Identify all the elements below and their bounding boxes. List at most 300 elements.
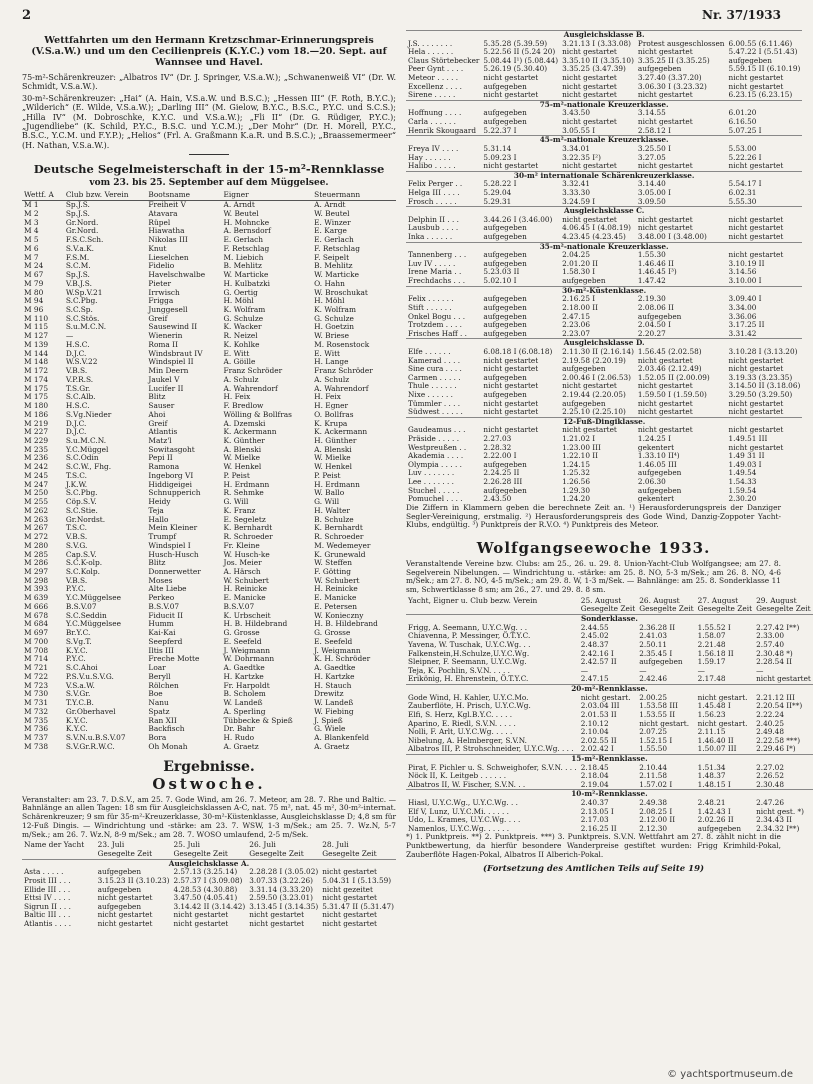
columns [22,30,811,929]
result-time: nicht gestartet [483,364,539,374]
result-time: 2.57.37 I (3.09.08) [173,876,243,885]
table-cell: M 736 [24,724,49,734]
table-cell: Cöp.S.V. [65,497,97,507]
result-time: nicht gestartet [562,117,617,127]
table-cell: Beryll [148,671,171,681]
result-time: 3.27.40 (3.37.20) [637,73,702,83]
table-cell: P. Peist [223,470,250,480]
table-cell: B.S.V.07 [148,601,180,611]
col-sub: Gesegelte Zeit [322,849,377,859]
table-cell: M 236 [24,453,49,463]
table-cell: T.S.Gr. [65,383,91,393]
table-cell: S.C.Stös. [65,313,100,323]
result-time: 2.34.43 II [756,815,793,825]
table-cell: Perkeo [148,593,175,603]
result-time: 3.14.55 [637,108,666,118]
result-time: 1.22.10 II [562,451,599,461]
table-cell: Spatz [148,706,170,716]
table-cell: S.C.Seddin [65,610,107,620]
result-time: nicht gestartet [322,893,377,903]
result-time: 6.01.20 [728,108,757,118]
result-time: 2.36.28 II [639,622,676,632]
result-time: 6.23.15 (6.23.15) [728,90,793,100]
result-time: gekentert [637,442,675,452]
result-time: 5.47.22 I (5.51.43) [728,47,798,57]
table-cell: Gr.Nord. [65,226,99,236]
result-time: nicht gestartet [483,407,539,417]
result-time: 3.10.28 I (3.13.20) [728,346,798,356]
result-time: 2.29.46 I*) [756,744,796,754]
yacht-name: Akademia . . . . [408,451,464,461]
result-time: 3.47.50 (4.05.41) [173,893,238,903]
col-day: 25. Juli [173,840,201,850]
table-cell: H. Stauch [314,680,352,690]
result-time: aufgegeben [483,328,527,338]
table-cell: J. Weigmann [223,645,270,655]
table-cell: Lucifer II [148,383,184,393]
result-time: aufgegeben [483,250,527,260]
table-cell: W. Steffen [314,558,352,568]
result-time: 2.22.00 I [483,451,517,461]
table-cell: K. Bernhardt [223,523,273,533]
table-cell: W. Schubert [223,575,269,585]
yacht-name: Halibo . . . . . [408,161,456,171]
table-cell: W. Marticke [223,270,269,280]
result-time: 3.15.23 II (3.10.23) [97,876,170,885]
result-time: gekentert [637,494,675,504]
yacht-name: Elf V, Lunz, U.Y.C.Mi. . . . . . [408,806,509,816]
ostwoche-results-continued [406,30,802,504]
reg-col-header: Wettf. A [22,191,64,200]
table-cell: T.S.C. [65,470,87,480]
yacht-name: Nibelung, A. Helmberger, S.V.N. [408,735,527,745]
result-time: 2.34.32 I**) [756,823,800,833]
result-time: 5.54.17 I [728,179,762,189]
table-cell: M 80 [24,287,44,297]
table-cell: O. Hahn [314,278,345,288]
result-time: nicht gestartet [728,81,784,91]
wettfahrten-30: 30-m²-Schärenkreuzer: „Hai“ (A. Hain, V.S.a.W. und B.S.C.); „Hessen III“ (F. Roth, B.Y.C.); „Wilderich“ (E. Wilde, V.S.a.W.); „Darling III“ (M. Gielow, B.Y.C., B.S.C., P.Y.C. und S.C.S.); „Hilla IV“ (M. Dobroschke, K.Y.C. und V.S.a.W.); „Fli II“ (Dr. G. Rüdiger, P.Y.C.); „Jugendliebe“ (K. Schild, P.Y.C., B.S.C. und Y.C.M.); „Der Mohr“ (Dr. H. Morell, P.Y.C., B.S.C., Y.C.M. und F.Y.P.); „Helios“ (Frl. A. Graßmann K.a.R. und B.S.C.); „Braassemermeer“ (H. Nathan, V.S.a.W.). [22,93,396,150]
result-time: 2.47.26 [756,798,784,807]
col-name: Name der Yacht [24,840,85,850]
table-cell: K. Urbscheit [223,610,271,620]
table-cell: W. Beutel [223,208,259,218]
yacht-name: Carmen . . . . . [408,372,461,382]
result-time: 5.26.19 (5.30.40) [483,64,548,74]
result-time: nicht gestartet [637,223,693,233]
table-cell: W. Landeß [223,698,263,708]
table-cell: Gr.Oberhavel [65,706,116,716]
yacht-name: Henrik Skougaard [408,125,476,135]
table-cell: M 5 [24,235,39,245]
result-time: 1.55.52 I [697,622,731,632]
result-time: 2.00.46 I (2.06.53) [562,372,632,382]
table-cell: W.S.V.22 [65,357,98,367]
result-time: 5.59.15 II (6.10.19) [728,64,801,74]
table-cell: H. Walter [314,505,350,515]
result-time: 2.19.30 [637,294,666,304]
result-time: 2.49.48 [756,727,784,737]
table-cell: A. Arndt [314,200,346,210]
result-time: 3.34.00 [728,302,757,312]
result-time: nicht gestartet [637,90,693,100]
table-cell: Fr. Harpoldt [223,680,270,690]
result-time: nicht gestartet [728,223,784,233]
result-time: 2.02.55 II [580,735,617,745]
col-sub: Gesegelte Zeit [697,604,753,614]
result-time: nicht gestartet [173,919,229,929]
table-cell: Windsbraut IV [148,348,203,358]
table-cell: Y.C.Müggel [65,444,109,454]
result-time: nicht gestartet [637,161,693,171]
table-cell: Alte Liebe [148,584,187,594]
table-cell: M 722 [24,671,49,681]
table-cell: B.S.V.07 [223,601,255,611]
wolfgangsee-table [406,597,813,834]
table-cell: H. Mohncke [223,217,270,227]
table-cell: M 732 [24,706,49,716]
result-time: 1.24.25 I [637,434,671,444]
yacht-name: Carla . . . . . . [408,117,456,127]
result-time: 2.19.04 [580,779,609,789]
result-time: 3.31.14 (3.33.20) [249,884,313,894]
table-cell: Nikolas III [148,235,188,245]
col-sub: Gesegelte Zeit [639,604,694,614]
result-row [406,162,802,171]
table-cell: K. Krupa [314,418,348,428]
table-cell: M 3 [24,217,39,227]
ostwoche-text: Veranstalter: am 23. 7. D.S.V., am 25. 7. Gode Wind, am 26. 7. Meteor, am 28. 7. Rhe und Baltic. — Bahnlänge an allen Tagen: 18 sm für Ausgleichsklassen A-C, nat. 75 m², nat. 45 m², 30-m²-internat. Schärenkreuzer; 9 sm für 35-m²-Kreuzerklasse, 30-m²-Küstenklasse, Ausgleichsklasse D; 4,8 sm für 12-Fuß Dingis. — Windrichtung und -stärke: am 23. 7. WSW, 1-3 m/Sek.; am 25. 7. Wz.N, 5-7 m/Sek.; am 26. 7. Wz.N, 8-9 m/Sek.; am 28. 7. WOSO umlaufend, 2-5 m/Sek. [22,794,396,839]
result-time: 6.08.18 I (6.08.18) [483,346,553,356]
result-time: 3.14.56 [728,267,757,277]
table-cell: K. Wolfram [314,304,356,314]
result-time: 2.13.05 I [580,806,614,816]
result-time: 2.11.58 [639,771,668,781]
result-time: 6.02.31 [728,187,757,197]
table-cell: P. Peist [314,470,341,480]
yacht-name: Yavena, W. Tuschak, U.Y.C.Wg. . . [408,640,531,650]
yacht-name: Lausbub . . . . [408,223,459,233]
result-time: 2.42.46 [639,674,668,684]
yacht-name: Elfi, S. Herz, Kgl.B.Y.C. . . . . [408,709,513,719]
result-time: 2.49.38 [639,798,668,807]
table-cell: K. H. Schröder [314,654,371,664]
table-cell: S.C.Alb. [65,392,96,402]
result-time: aufgegeben [483,223,527,233]
yacht-name: Elfe . . . . . . [408,346,451,356]
yacht-name: Nixe . . . . . . [408,389,453,399]
class-header: Ausgleichsklasse C. [406,207,802,216]
result-time: 5.08.44 I¹) (5.08.44) [483,55,559,65]
result-time: 3.14.50 II (3.18.06) [728,381,801,391]
table-cell: H. Möhl [314,296,345,306]
table-cell: K. Wacker [223,322,262,332]
result-time: 3.36.06 [728,311,757,321]
result-time: 1.59.17 [697,657,726,667]
result-time: 1.24.20 [562,494,590,504]
table-cell: M 721 [24,663,49,673]
result-time: — [756,665,764,675]
result-time: nicht gestartet [637,214,693,224]
table-cell: M 127 [24,331,49,341]
table-cell: M 6 [24,243,39,253]
table-cell: M 175 [24,383,49,393]
table-cell: M 180 [24,401,49,411]
result-time: nicht gestartet [728,355,784,365]
result-time: 2.47.15 [562,311,590,321]
table-cell: F.S.C.Sch. [65,235,104,245]
result-time: 1.49.03 I [728,459,762,469]
result-time: 3.10.00 I [728,276,762,286]
yacht-name: Erikönig, H. Ehrenstein, Ö.T.Y.C. [408,674,529,684]
result-time: 1.48.37 [697,771,726,781]
result-time: nicht gestartet [562,161,617,171]
table-cell: Moses [148,575,173,585]
yacht-name: Atlantis . . . . [24,919,72,929]
result-time: aufgegeben [483,459,527,469]
table-cell: T.S.C. [65,523,87,533]
result-time: 1.58.30 I [562,267,596,277]
table-cell: Drewitz [314,689,344,699]
yacht-name: Olympia . . . . . [408,459,462,469]
table-cell: Irrwisch [148,287,180,297]
reg-col-header: Steuermann [312,191,396,200]
table-cell: Rüpel [148,217,171,227]
result-time: nicht gestartet [728,364,784,374]
table-cell: G. Grosse [314,628,351,638]
table-cell: Jaukel V [148,374,180,384]
table-cell: Gr.Nordst. [65,514,106,524]
yacht-name: Hay . . . . . . [408,152,451,162]
result-time: 3.43.50 [562,108,590,118]
result-time: nicht gestartet [562,81,617,91]
table-cell: M 697 [24,628,49,638]
result-time: 2.27.02 [756,762,784,772]
table-cell: Gr.Nord. [65,217,99,227]
result-time: 1.25.32 [562,468,590,478]
result-time: 5.07.25 I [728,125,762,135]
table-cell: W. Beutel [314,208,350,218]
table-cell: Min Deern [148,366,189,376]
table-cell: A. Wahrendorf [223,383,278,393]
result-time: 2.40.25 [756,718,784,728]
result-time: 3.17.25 II [728,320,765,330]
table-cell: A. Blenski [314,444,352,454]
table-cell: V.B.S. [65,575,88,585]
table-cell: Atlantis [148,427,178,437]
table-cell: B.S.V.07 [65,601,97,611]
result-time: 4.28.53 (4.30.88) [173,884,238,894]
wolfgangseewoche-title: Wolfgangseewoche 1933. [476,539,711,558]
yacht-name: Asta . . . . . [24,867,64,877]
result-time: 1.58.07 [697,631,726,641]
table-cell: M 242 [24,462,49,472]
result-time: nicht gestartet [562,425,617,435]
col-day: 25. August [580,595,622,605]
table-cell: A. Härsch [223,567,261,577]
table-cell: J. Spieß [314,715,343,725]
table-cell: F. Retschlag [314,243,360,253]
result-time: 2.40.37 [580,798,609,807]
yacht-name: Hoffnung . . . . [408,108,462,118]
table-cell: M 700 [24,636,49,646]
result-time: 1.48.15 I [697,779,731,789]
yacht-name: Peer Gynt . . . . [408,64,464,74]
class-header: 30-m² internationale Schärenkreuzerklasse. [406,171,802,180]
result-time: nicht gestartet [728,232,784,242]
table-cell: K.Y.C. [65,715,88,725]
result-time: 4.23.45 (4.23.45) [562,232,626,242]
yacht-name: Inka . . . . . . [408,232,453,242]
table-cell: M 735 [24,715,49,725]
result-time: nicht gestartet [483,90,539,100]
result-time: 1.56.23 [697,709,726,719]
result-time: 5.29.31 [483,196,512,206]
table-cell: Pepi II [148,453,173,463]
table-cell: M 267 [24,523,49,533]
table-cell: Kai-Kai [148,628,176,638]
class-header: Sonderklasse. [406,615,813,624]
result-time: aufgegeben [483,81,527,91]
yacht-name: Frechdachs . . . [408,276,466,286]
result-time: 2.22.58 ***) [756,735,801,745]
table-cell: A. Gaedtke [223,663,265,673]
table-cell: G. Grosse [223,628,260,638]
result-time: 2.48.37 [580,640,609,650]
result-time: 2.06.30 [637,477,666,487]
table-cell: M 219 [24,418,49,428]
result-time: 2.17.48 [697,674,726,684]
table-cell: F. Götting [314,567,351,577]
table-cell: S.u.M.C.N. [65,322,107,332]
table-cell: M 731 [24,698,49,708]
result-time: 2.21.48 [697,640,726,650]
result-time: 5.22.56 II (5.24 20) [483,47,556,57]
result-time: nicht gestartet [562,73,617,83]
table-cell: Hallo [148,514,169,524]
table-cell: Junggesell [148,304,188,314]
result-time: 2.25.10 (2.25.10) [562,407,626,417]
result-time: nicht gestartet [562,47,617,57]
result-time: aufgegeben [483,117,527,127]
table-cell: S.V.N.u.B.S.V.07 [65,732,126,742]
table-cell: M 79 [24,278,44,288]
table-cell: Windspiel I [148,540,191,550]
table-cell: E. Gerlach [223,235,264,245]
result-time: 3.06.30 I (3.23.32) [637,81,707,91]
result-time: 3.10.19 II [728,258,765,268]
table-cell: S.V.Gr. [65,689,91,699]
yacht-name: Felix . . . . . . [408,294,454,304]
result-time: nicht gestartet [728,398,784,408]
result-time: 1.46.45 I³) [637,267,677,277]
table-cell: — [65,331,74,341]
result-time: 1.29.30 [562,485,590,495]
table-cell: O. Bollfras [314,409,354,419]
table-cell: W. Briese [314,331,350,341]
table-cell: H. Feix [314,392,341,402]
result-time: 2.35.45 I [639,648,673,658]
table-cell: M 96 [24,304,44,314]
table-cell: Sp.J.S. [65,270,90,280]
result-time: aufgegeben [483,258,527,268]
result-time: 2.08.06 II [637,302,674,312]
table-cell: E. Seefeld [223,636,262,646]
result-time: 3.35.25 (3.47.39) [562,64,626,74]
table-cell: M 393 [24,584,49,594]
table-cell: Tübbecke & Spieß [223,715,293,725]
result-time: 2.16.25 II [580,823,617,833]
result-time: aufgegeben [483,320,527,330]
col-day: 29. August [756,595,797,605]
table-cell: E. Winzer [314,217,351,227]
result-time: 6.16.50 [728,117,757,127]
result-time: 5.02.10 I [483,276,517,286]
result-time: aufgegeben [483,108,527,118]
result-time: 3.13.45 I (3.14.35) [249,901,319,911]
table-cell: P.S.V.u.S.V.G. [65,671,114,681]
table-cell: M 263 [24,514,49,524]
table-cell: Mein Kleiner [148,523,198,533]
table-cell: H. Möhl [223,296,254,306]
result-time: nicht gestartet [322,919,377,929]
table-cell: M 255 [24,497,49,507]
result-time: 3.34.01 [562,143,590,153]
yacht-name: Felix Perger . . [408,179,463,189]
table-cell: W. Mielke [223,453,261,463]
table-cell: Atavara [148,208,178,218]
result-time: 1.49 31 II [728,451,765,461]
result-row [406,408,802,417]
table-cell: R. Neizel [223,331,258,341]
result-time: 5.31.14 [483,143,512,153]
result-time: 2.24.25 II [483,468,520,478]
table-cell: H. Erdmann [223,479,270,489]
table-cell: B. Mehlitz [223,261,262,271]
table-cell: Boe [148,689,163,699]
table-cell: Nanu [148,698,169,708]
table-cell: Br.Y.C. [65,628,91,638]
result-time: nicht gestartet [483,161,539,171]
table-cell: A. Dzemski [223,418,266,428]
table-cell: K. Franz [223,505,256,515]
wettfahrten-75: 75-m²-Schärenkreuzer: „Albatros IV“ (Dr. J. Springer, V.S.a.W.); „Schwanenweiß VI“ (Dr. W. Schmidt, V.S.a.W.). [22,72,396,92]
table-cell: G. Will [314,497,340,507]
result-time: 2.12.00 II [639,815,676,825]
class-header: 30-m²-Küstenklasse. [406,286,802,295]
table-cell: A. Sperling [223,706,266,716]
result-time: 2.42.16 I [580,648,614,658]
table-cell: Frigga [148,296,174,306]
class-header: 20-m²-Rennklasse. [406,685,813,694]
result-time: 1.53.58 III [639,701,679,711]
result-time: 2.45.02 [580,631,609,641]
table-cell: Sp.J.S. [65,208,90,218]
result-time: nicht gestartet [562,214,617,224]
result-time: 1.52.05 II (2.00.09) [637,372,710,382]
class-header: 15-m²-Rennklasse. [406,754,813,763]
table-cell: H. Rudo [223,732,255,742]
result-time: 5.09.23 I [483,152,517,162]
table-cell: E. Gerlach [314,235,354,245]
yacht-name: Luv . . . . . . . [408,468,455,478]
result-time: 3.24.59 I [562,196,596,206]
result-time: 2.10.04 [580,727,609,737]
yacht-name: Gaudeamus . . . [408,425,466,435]
table-cell: P.Y.C. [65,584,86,594]
yacht-name: Westpreußen . . [408,442,467,452]
table-cell: S.C.W., Fhg. [65,462,112,472]
